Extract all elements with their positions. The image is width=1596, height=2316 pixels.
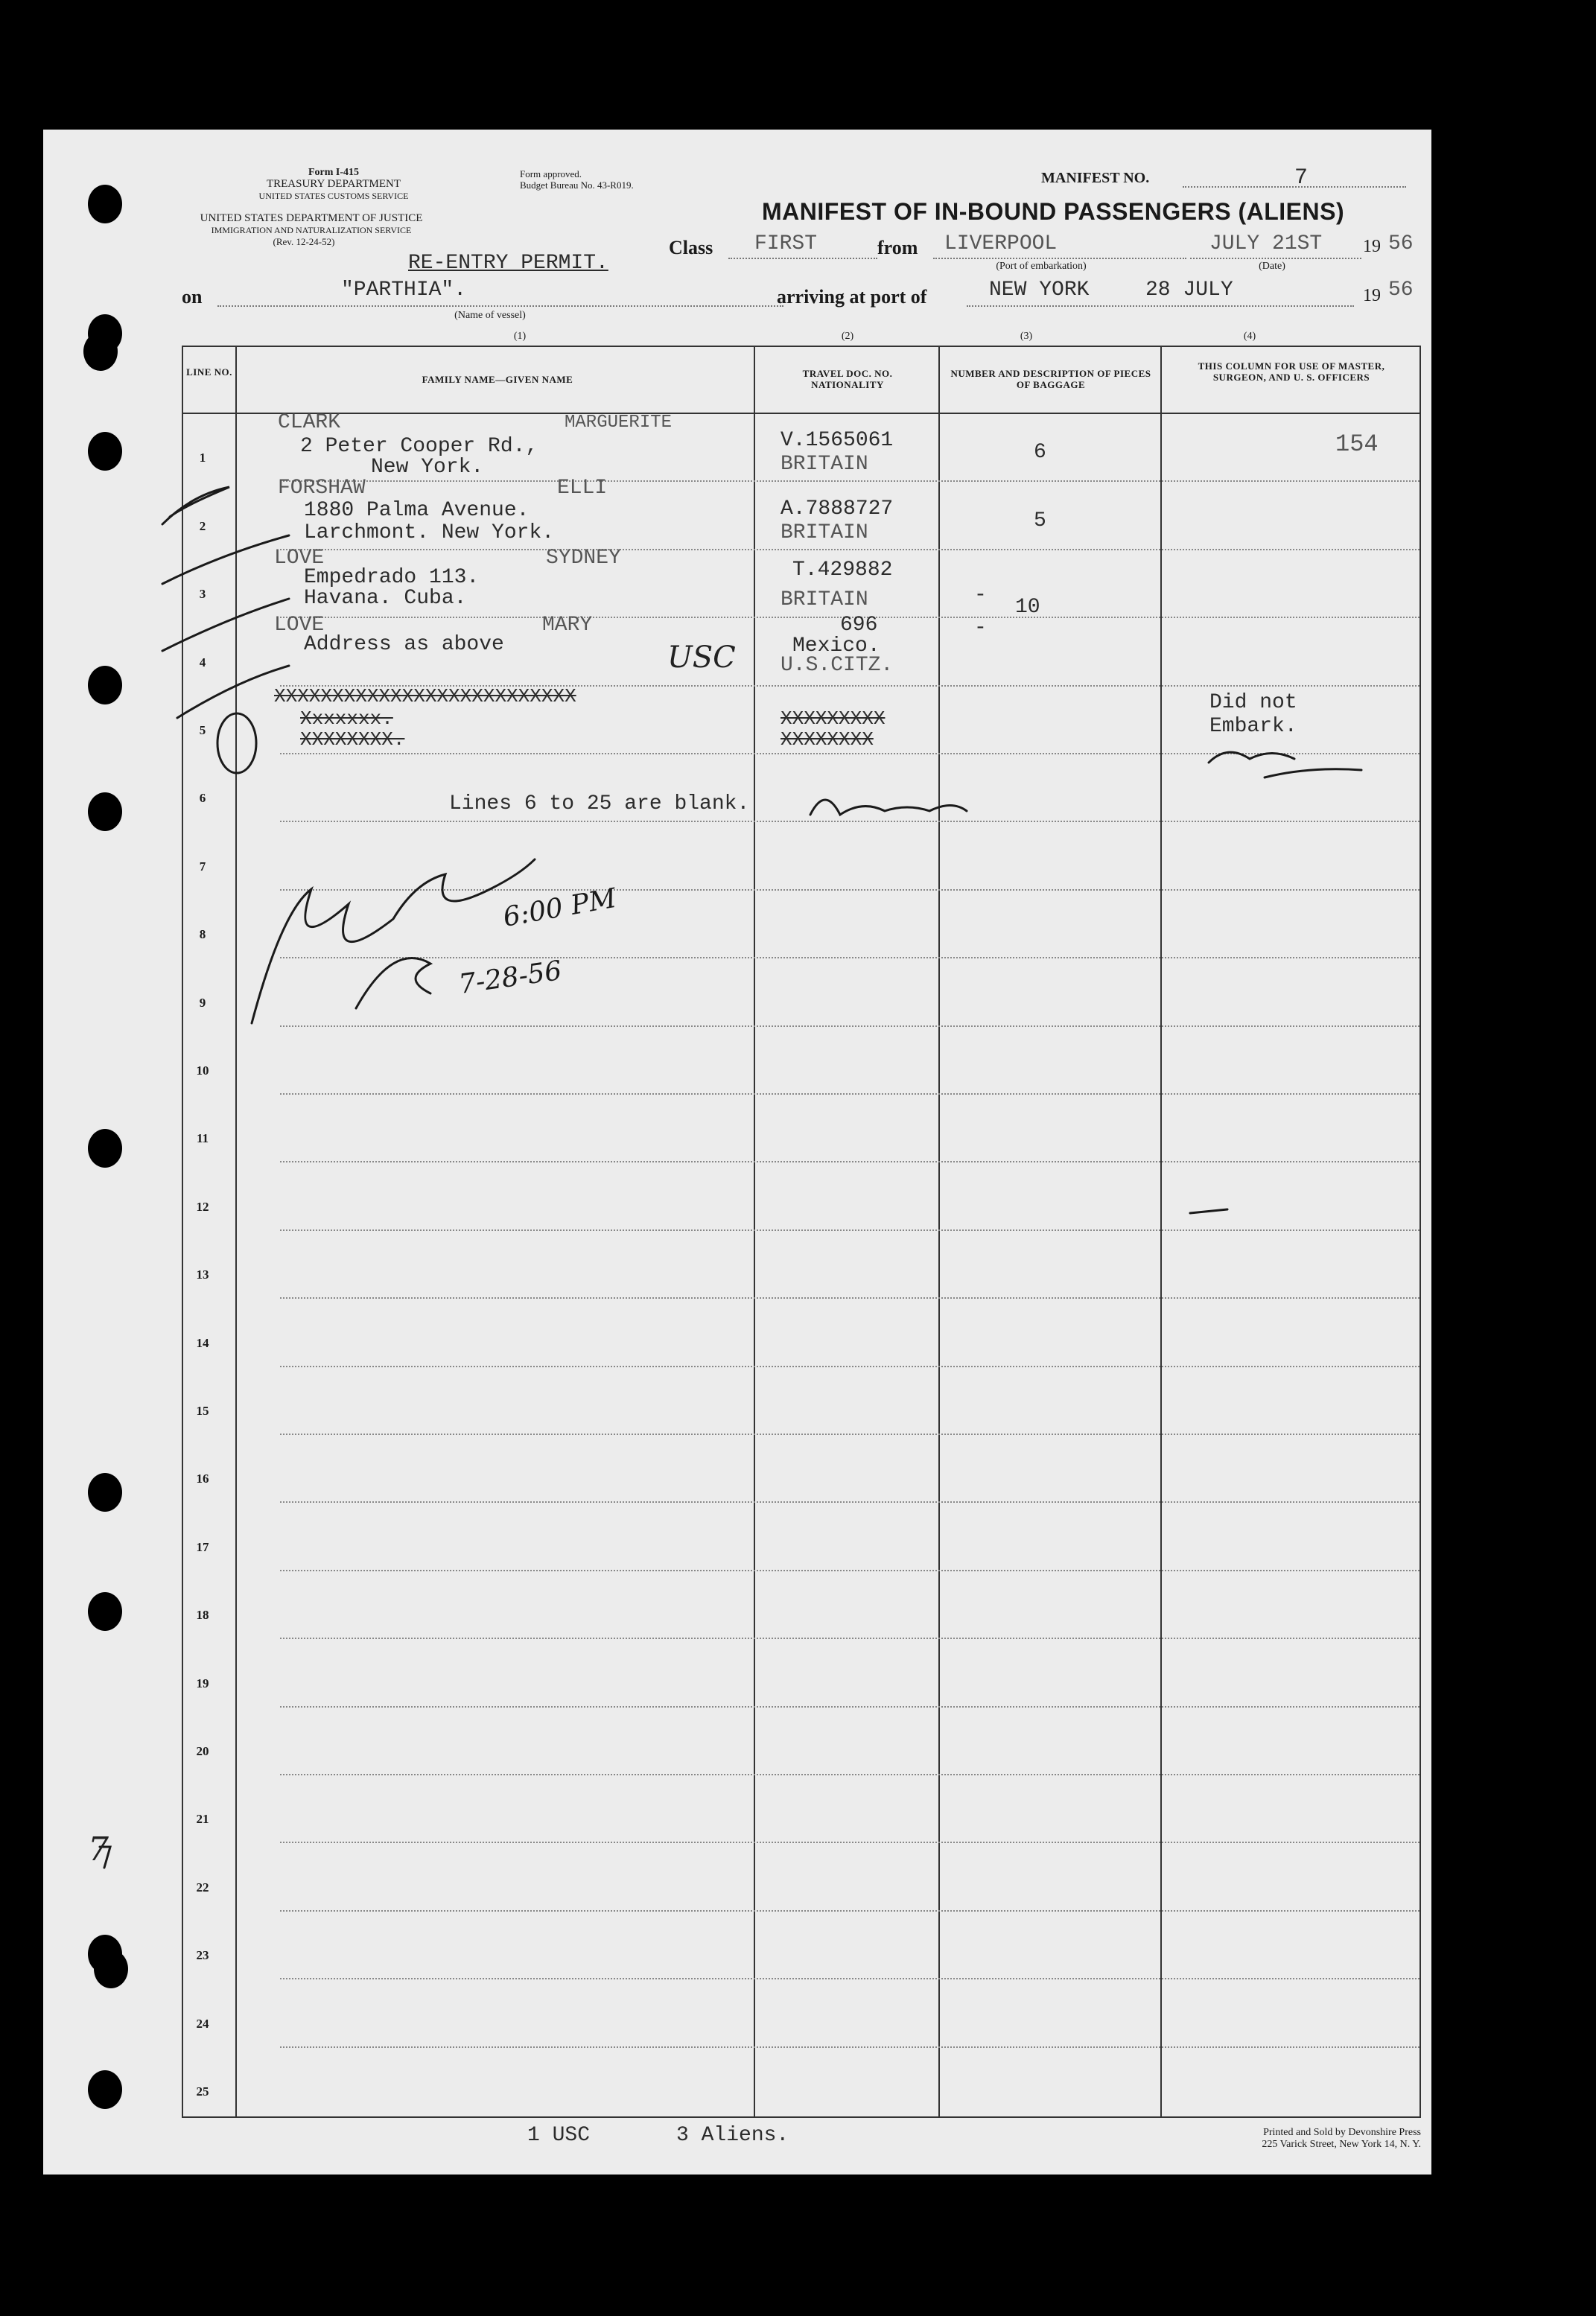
class-label: Class (669, 237, 713, 258)
manifest-no-label: MANIFEST NO. (1041, 170, 1150, 186)
manifest-page (43, 130, 1431, 2175)
check-mark-2 (162, 535, 289, 584)
treasury-dept: TREASURY DEPARTMENT (266, 178, 401, 190)
p3-family: LOVE (274, 547, 325, 570)
line-number: 6 (199, 791, 206, 806)
justice-dept: UNITED STATES DEPARTMENT OF JUSTICE (200, 212, 423, 224)
printer-line-2: 225 Varick Street, New York 14, N. Y. (1262, 2139, 1421, 2150)
line-number: 9 (199, 995, 206, 1010)
line-number: 2 (199, 518, 206, 533)
dash-mark (1190, 1209, 1227, 1213)
binder-hole (88, 1473, 122, 1512)
revision: (Rev. 12-24-52) (273, 236, 335, 247)
p3-addr2: Havana. Cuba. (304, 587, 467, 610)
p2-bags: 5 (1034, 509, 1046, 532)
margin-mark: 7 (88, 1830, 109, 1868)
line-number: 24 (196, 2016, 209, 2031)
handwriting-overlay (43, 130, 1431, 2175)
footer-aliens: 3 Aliens. (676, 2124, 789, 2147)
p1-given: MARGUERITE (565, 413, 673, 433)
inspector-signature (252, 859, 535, 1023)
line-number: 1 (199, 451, 206, 465)
signature-blank-note (810, 800, 967, 815)
line-number: 25 (196, 2084, 209, 2099)
vessel-value: "PARTHIA". (341, 279, 467, 302)
manifest-title: MANIFEST OF IN-BOUND PASSENGERS (ALIENS) (762, 198, 1345, 225)
p1-addr1: 2 Peter Cooper Rd., (300, 435, 538, 458)
customs-service: UNITED STATES CUSTOMS SERVICE (258, 191, 409, 201)
line-number: 15 (196, 1404, 209, 1418)
arrive-date: 28 JULY (1145, 279, 1233, 302)
line-number: 16 (196, 1472, 209, 1486)
check-mark-3 (162, 599, 289, 651)
line-number: 7 (199, 859, 206, 874)
col-num-3: (3) (1020, 331, 1033, 342)
col-num-2: (2) (841, 331, 854, 342)
arriving-label: arriving at port of (777, 286, 927, 308)
p5-doc-struck2: XXXXXXXX (780, 728, 874, 751)
manifest-no-value: 7 (1294, 165, 1309, 191)
circle-line-5 (217, 713, 256, 773)
binder-hole (88, 185, 122, 223)
col-name: FAMILY NAME—GIVEN NAME (422, 374, 573, 385)
p1-doc: V.1565061 (780, 429, 894, 452)
p3-given: SYDNEY (546, 547, 621, 570)
line-number: 14 (196, 1335, 209, 1350)
binder-hole (88, 432, 122, 471)
col-line-no: LINE NO. (186, 366, 232, 378)
form-number: Form I-415 (308, 167, 360, 178)
p2-nat: BRITAIN (780, 521, 868, 544)
arrive-year-prefix: 19 (1363, 286, 1381, 305)
line-number: 22 (196, 1880, 209, 1895)
arrive-year: 56 (1388, 279, 1414, 302)
line-number: 20 (196, 1744, 209, 1758)
form-approved: Form approved. (520, 168, 582, 179)
p1-bags: 6 (1034, 441, 1046, 464)
col-baggage: NUMBER AND DESCRIPTION OF PIECES OF BAGGAGE (950, 368, 1151, 390)
p3-nat: BRITAIN (780, 588, 868, 611)
p3-dash: - (974, 584, 987, 607)
p3-doc: T.429882 (792, 559, 893, 582)
binder-hole (94, 1950, 128, 1988)
class-value: FIRST (754, 232, 818, 255)
line-number: 19 (196, 1676, 209, 1690)
p5-doc-struck: XXXXXXXXX (780, 707, 886, 730)
line-number: 10 (196, 1063, 209, 1078)
binder-hole (88, 1129, 122, 1168)
year-value: 56 (1388, 232, 1414, 255)
p4-hand-usc: USC (667, 640, 736, 675)
p4-family: LOVE (274, 614, 325, 637)
p1-nat: BRITAIN (780, 453, 868, 476)
year-prefix: 19 (1363, 237, 1381, 256)
line-number: 18 (196, 1608, 209, 1623)
check-mark-1 (162, 487, 229, 524)
col-num-1: (1) (513, 331, 527, 342)
vessel-caption: (Name of vessel) (454, 310, 526, 321)
line-number: 21 (196, 1812, 209, 1827)
p5-struck3: XXXXXXXX. (300, 728, 405, 751)
line-number: 4 (199, 655, 206, 669)
port-value: NEW YORK (989, 279, 1090, 302)
col-travel-doc: TRAVEL DOC. NO. NATIONALITY (802, 368, 893, 390)
line-number: 3 (199, 587, 206, 602)
binder-hole (88, 792, 122, 831)
p5-note2: Embark. (1209, 715, 1297, 738)
line-number: 13 (196, 1267, 209, 1282)
p4-doc2: Mexico. (792, 634, 880, 658)
p3-addr1: Empedrado 113. (304, 566, 480, 589)
binder-hole (88, 666, 122, 704)
blank-lines-note: Lines 6 to 25 are blank. (449, 792, 750, 815)
p2-family: FORSHAW (278, 477, 366, 500)
footer-usc: 1 USC (527, 2124, 591, 2147)
p5-note1: Did not (1209, 691, 1297, 714)
line-number: 23 (196, 1948, 209, 1963)
p1-addr2: New York. (371, 456, 484, 479)
handwritten-date: 7-28-56 (457, 955, 564, 1000)
signature-did-not-embark (1209, 752, 1361, 777)
p4-nat: U.S.CITZ. (780, 654, 894, 677)
budget-bureau: Budget Bureau No. 43-R019. (520, 179, 634, 191)
line-number: 11 (196, 1131, 209, 1146)
p2-given: ELLI (557, 477, 608, 500)
check-mark-4 (177, 666, 289, 718)
p4-addr1: Address as above (304, 633, 504, 656)
line-number: 12 (196, 1199, 209, 1214)
ins-service: IMMIGRATION AND NATURALIZATION SERVICE (211, 225, 412, 235)
line-number: 17 (196, 1539, 209, 1554)
col-officers: THIS COLUMN FOR USE OF MASTER, SURGEON, AND U. S. OFFICERS (1198, 360, 1385, 383)
line-number: 8 (199, 927, 206, 942)
p1-note: 154 (1335, 430, 1379, 458)
date-value: JULY 21ST (1209, 232, 1323, 255)
p1-family: CLARK (278, 411, 341, 434)
p5-struck2: Xxxxxxx. (300, 707, 393, 730)
on-label: on (182, 286, 203, 308)
from-label: from (877, 237, 918, 258)
p4-dash: - (974, 617, 987, 640)
from-value: LIVERPOOL (944, 232, 1058, 255)
printer-line-1: Printed and Sold by Devonshire Press (1263, 2127, 1421, 2138)
p2-doc: A.7888727 (780, 497, 894, 521)
port-embark-caption: (Port of embarkation) (996, 261, 1087, 272)
binder-hole (88, 2070, 122, 2109)
p4-given: MARY (542, 614, 593, 637)
line-number: 5 (199, 723, 206, 737)
p3-bags: 10 (1015, 596, 1040, 619)
handwritten-time: 6:00 PM (500, 882, 619, 933)
date-caption: (Date) (1259, 261, 1285, 272)
binder-hole (88, 1592, 122, 1631)
p2-addr1: 1880 Palma Avenue. (304, 499, 530, 522)
binder-hole (83, 332, 118, 371)
col-num-4: (4) (1243, 331, 1256, 342)
p2-addr2: Larchmont. New York. (304, 521, 555, 544)
p5-struck1: XXXXXXXXXXXXXXXXXXXXXXXXXX (274, 685, 576, 707)
reentry-permit: RE-ENTRY PERMIT. (408, 252, 608, 275)
p4-doc: 696 (840, 614, 878, 637)
